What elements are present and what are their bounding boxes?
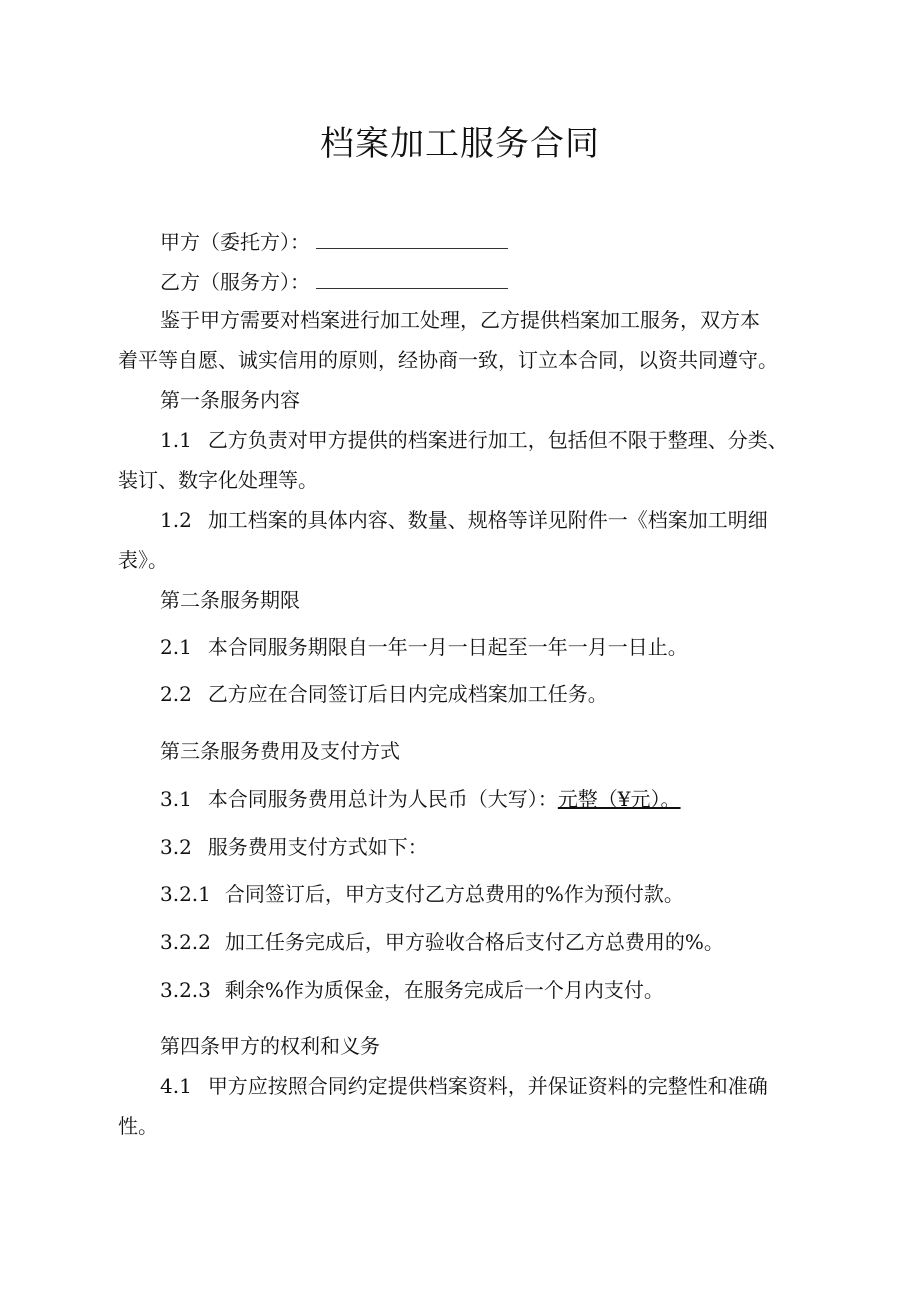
clause-text: 本合同服务期限自一年一月一日起至一年一月一日止。 <box>207 635 688 659</box>
clause-3-2 <box>160 835 428 859</box>
party-a-line <box>160 228 508 254</box>
party-b-label: 乙方（服务方）： <box>160 270 310 294</box>
clause-3-2-1 <box>160 882 684 906</box>
clause-number: 3.2.1 <box>160 882 211 906</box>
clause-3-1 <box>160 787 681 811</box>
clause-text: 乙方应在合同签订后日内完成档案加工任务。 <box>207 682 608 706</box>
clause-3-2-3 <box>160 978 664 1002</box>
clause-number: 4.1 <box>160 1074 192 1098</box>
clause-text: 加工任务完成后，甲方验收合格后支付乙方总费用的%。 <box>224 930 724 954</box>
clause-1-1-cont: 装订、数字化处理等。 <box>118 468 318 492</box>
article-4-heading: 第四条甲方的权利和义务 <box>160 1034 380 1058</box>
clause-3-2-2 <box>160 930 724 954</box>
article-2-heading: 第二条服务期限 <box>160 588 300 612</box>
clause-text: 甲方应按照合同约定提供档案资料，并保证资料的完整性和准确 <box>207 1074 768 1098</box>
clause-1-1 <box>160 428 788 452</box>
clause-4-1 <box>160 1074 768 1098</box>
party-b-line <box>160 268 508 294</box>
clause-text: 加工档案的具体内容、数量、规格等详见附件一《档案加工明细 <box>207 508 768 532</box>
clause-number: 3.2.2 <box>160 930 211 954</box>
clause-1-2 <box>160 508 768 532</box>
clause-1-2-cont: 表》。 <box>118 548 168 572</box>
clause-text: 乙方负责对甲方提供的档案进行加工，包括但不限于整理、分类、 <box>207 428 788 452</box>
clause-4-1-cont: 性。 <box>118 1114 158 1138</box>
clause-number: 3.2 <box>160 835 192 859</box>
party-b-blank <box>316 268 508 289</box>
clause-text: 合同签订后，甲方支付乙方总费用的%作为预付款。 <box>224 882 684 906</box>
article-3-heading: 第三条服务费用及支付方式 <box>160 739 400 763</box>
intro-line-1: 鉴于甲方需要对档案进行加工处理，乙方提供档案加工服务，双方本 <box>160 308 760 332</box>
article-1-heading: 第一条服务内容 <box>160 388 300 412</box>
clause-text: 本合同服务费用总计为人民币（大写）： <box>207 787 558 811</box>
clause-text: 剩余%作为质保金，在服务完成后一个月内支付。 <box>224 978 664 1002</box>
clause-number: 1.2 <box>160 508 192 532</box>
clause-number: 1.1 <box>160 428 192 452</box>
party-a-label: 甲方（委托方）： <box>160 230 310 254</box>
clause-2-1 <box>160 635 688 659</box>
party-a-blank <box>316 228 508 249</box>
clause-2-2 <box>160 682 608 706</box>
intro-line-2: 着平等自愿、诚实信用的原则，经协商一致，订立本合同，以资共同遵守。 <box>118 348 778 372</box>
fee-amount: 元整（¥元）。 <box>557 787 681 811</box>
clause-number: 2.2 <box>160 682 192 706</box>
clause-number: 3.1 <box>160 787 192 811</box>
page-title: 档案加工服务合同 <box>320 124 600 164</box>
clause-text: 服务费用支付方式如下： <box>207 835 428 859</box>
clause-number: 3.2.3 <box>160 978 211 1002</box>
clause-number: 2.1 <box>160 635 192 659</box>
